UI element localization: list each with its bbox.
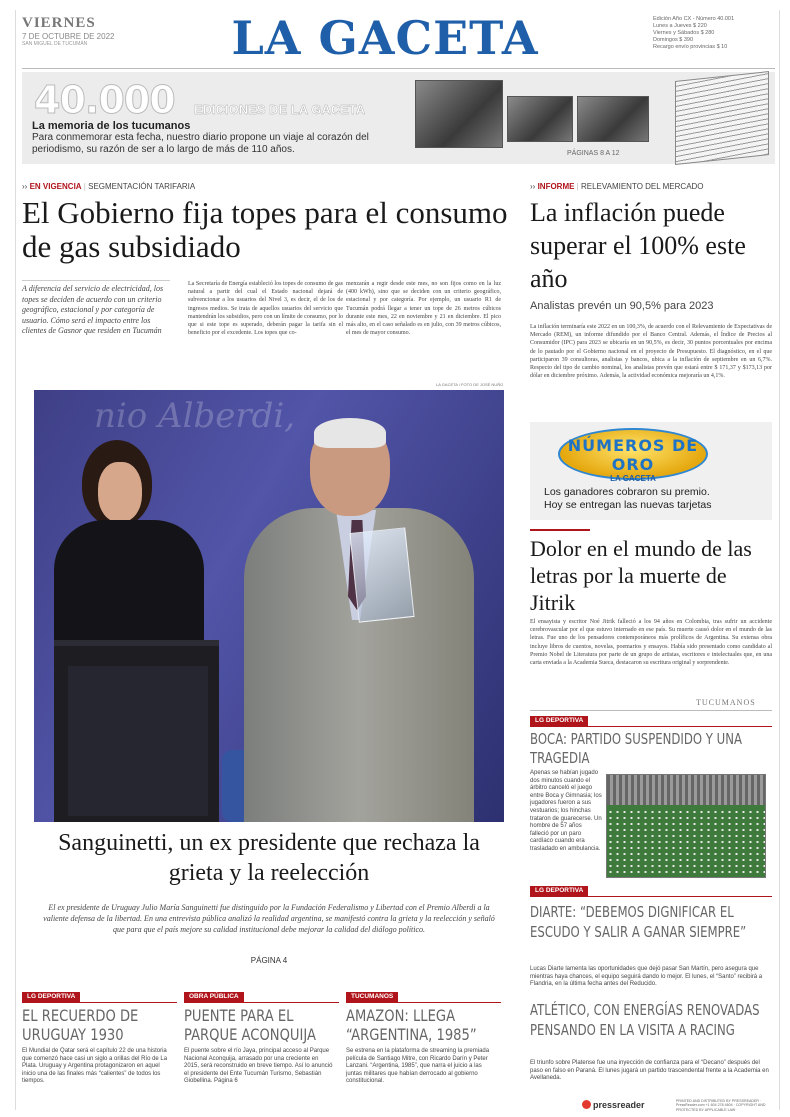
kicker-label: RELEVAMIENTO DEL MERCADO xyxy=(580,182,704,191)
atletico-text: El triunfo sobre Platense fue una inyección de confianza para el “Decano” después del paso en falso en Paraná. El lunes jugará un partido trascendental frente a la Academia en Avellaneda. xyxy=(530,1060,769,1082)
masthead-rule xyxy=(22,68,775,69)
newspaper-page xyxy=(15,10,780,1110)
promo-photo-2 xyxy=(507,96,573,142)
kicker-arrow-icon: ›› xyxy=(22,182,30,191)
inflation-body: La inflación terminaría este 2022 en un 100,3%, de acuerdo con el Relevamiento de Expectativas de Mercado (REM), un informe difundido por el Banco Central. Además, el Índice de Precios al Consumidor (IPC) para 2023 se ubicaría en un 90,5%, es decir, 30 puntos porcentuales por encima de lo pautado por el Gobierno nacional en el proyecto de Presupuesto. El diagnóstico, en el que participaron 39 consultoras, analistas y bancos, ubica a la inflación de septiembre en un 6,7%. Respecto del tipo de cambio nominal, los analistas prevén que estará entre $ 171,37 y $173,13 por dólar en diciembre próximo. Además, la actividad económica mejoraría un 4,1%. xyxy=(530,324,772,380)
photo-award xyxy=(349,527,414,622)
edition-line: Domingos $ 390 xyxy=(653,37,694,43)
edition-line: Viernes y Sábados $ 280 xyxy=(653,30,715,36)
masthead-date-block xyxy=(22,15,142,47)
kicker-hot: INFORME xyxy=(537,182,575,191)
boca-headline[interactable]: BOCA: PARTIDO SUSPENDIDO Y UNA TRAGEDIA xyxy=(530,730,742,767)
edition-line: Lunes a Jueves $ 220 xyxy=(653,23,707,29)
newspaper-stack-image xyxy=(675,71,769,165)
photo-credit: LA GACETA / FOTO DE JOSÉ NUÑO xyxy=(436,382,504,387)
promo-number: 40.000 xyxy=(34,78,175,122)
promo-text-box xyxy=(32,120,412,156)
masthead xyxy=(16,10,781,68)
numeros-line-2: Hoy se entregan las nuevas tarjetas xyxy=(544,499,712,511)
jitrik-headline[interactable]: Dolor en el mundo de las letras por la muerte de Jitrik xyxy=(530,536,752,615)
photo-backdrop-text: nio Alberdi, xyxy=(94,396,296,436)
pressreader-notice: PRINTED AND DISTRIBUTED BY PRESSREADER · PressReader.com +1 604 278 4604 · COPYRIGHT AND PROTECTED BY APPLICABLE LAW xyxy=(676,1099,766,1112)
inflation-headline[interactable]: La inflación puede superar el 100% este año xyxy=(530,198,746,293)
promo-photos xyxy=(415,78,655,158)
pressreader-icon xyxy=(582,1100,591,1109)
bottom-tag-1: LG DEPORTIVA xyxy=(22,992,80,1002)
inflation-sub: Analistas prevén un 90,5% para 2023 xyxy=(530,300,714,312)
diarte-headline[interactable]: DIARTE: “DEBEMOS DIGNIFICAR EL ESCUDO Y SALIR A GANAR SIEMPRE” xyxy=(530,903,747,941)
atletico-headline[interactable]: ATLÉTICO, CON ENERGÍAS RENOVADAS PENSANDO EN LA VISITA A RACING xyxy=(530,1001,760,1039)
numeros-logo xyxy=(558,428,708,483)
bottom-tag-rule-1 xyxy=(22,1002,177,1003)
bottom-tag-rule-3 xyxy=(346,1002,501,1003)
bottom-tag-rule-2 xyxy=(184,1002,339,1003)
kicker-label: SEGMENTACIÓN TARIFARIA xyxy=(88,182,196,191)
edition-line: Recargo envío provincias $ 10 xyxy=(653,44,728,50)
promo-headline: La memoria de los tucumanos xyxy=(32,120,191,132)
kicker-hot: EN VIGENCIA xyxy=(29,182,82,191)
jitrik-rule xyxy=(530,529,590,531)
divider xyxy=(530,710,772,711)
diarte-tag: LG DEPORTIVA xyxy=(530,886,588,896)
bottom-headline-2[interactable]: PUENTE PARA EL PARQUE ACONQUIJA xyxy=(184,1006,317,1044)
kicker-arrow-icon: ›› xyxy=(530,182,538,191)
newspaper-logo[interactable]: LA GACETA xyxy=(231,11,539,65)
kicker-divider: | xyxy=(81,182,89,191)
edition-info xyxy=(653,16,773,51)
main-headline[interactable]: El Gobierno fija topes para el consumo de gas subsidiado xyxy=(22,195,508,264)
boca-tag-rule xyxy=(530,726,772,727)
masthead-city: SAN MIGUEL DE TUCUMÁN xyxy=(22,41,88,47)
edition-line: Edición Año CX - Número 40.001 xyxy=(653,16,735,22)
boca-text: Apenas se habían jugado dos minutos cuando el árbitro canceló el juego entre Boca y Gimnasia; los jugadores fueron a sus vestuarios; los hinchas trataron de guarecerse. Un hombre de 57 años falleció por un paro cardíaco cuando era trasladado en ambulancia. xyxy=(530,770,602,852)
boca-tag: LG DEPORTIVA xyxy=(530,716,588,726)
diarte-tag-rule xyxy=(530,896,772,897)
pressreader-logo[interactable] xyxy=(582,1100,645,1110)
promo-subtitle: EDICIONES DE LA GACETA xyxy=(194,102,366,117)
photo-podium xyxy=(54,640,219,822)
masthead-day: VIERNES xyxy=(22,15,96,31)
main-photo[interactable] xyxy=(34,390,504,822)
photo-headline[interactable]: Sanguinetti, un ex presidente que rechaza la grieta y la reelección xyxy=(58,830,480,886)
podium-face xyxy=(68,666,208,816)
photo-caption: El ex presidente de Uruguay Julio María Sanguinetti fue distinguido por la Fundación Federalismo y Libertad con el Premio Alberdi a la valiente defensa de la libertad. En una entrevista pública analizó la realidad argentina, se manifestó contra la grieta y la reelección y señaló que para que el país mejore su calidad institucional debe mejorar la calidad del diálogo político. xyxy=(43,903,495,934)
diarte-text: Lucas Diarte lamenta las oportunidades que dejó pasar San Martín, pero asegura que mientras haya chances, el equipo seguirá dando lo mejor. El lunes, el “Santo” recibirá a Flandria, en la última fecha antes del Reducido. xyxy=(530,966,763,988)
man-hair xyxy=(314,418,386,448)
bottom-headline-3[interactable]: AMAZON: LLEGA “ARGENTINA, 1985” xyxy=(346,1006,477,1044)
bottom-text-1: El Mundial de Qatar será el capítulo 22 de una historia que comenzó hace casi un siglo a orillas del Río de La Plata. Uruguay y Argentina protagonizaron en aquel inicio una de las finales más “calientes” de todos los tiempos. xyxy=(22,1048,168,1085)
bottom-text-3: Se estrena en la plataforma de streaming la premiada película de Santiago Mitre, con Ricardo Darín y Peter Lanzani. “Argentina, 1985”, que narra el juicio a las juntas militares que habían derrocado al gobierno constitucional. xyxy=(346,1048,490,1085)
numeros-logo-title: NÚMEROS DE ORO xyxy=(567,436,699,474)
numeros-logo-brand: LA GACETA xyxy=(610,474,656,483)
bottom-headline-1[interactable]: EL RECUERDO DE URUGUAY 1930 xyxy=(22,1006,139,1044)
promo-pages: PÁGINAS 8 A 12 xyxy=(567,150,620,157)
promo-banner[interactable] xyxy=(22,72,775,164)
main-kicker xyxy=(22,182,195,191)
inflation-kicker xyxy=(530,182,704,191)
promo-photo-3 xyxy=(577,96,649,142)
jitrik-section: TUCUMANOS xyxy=(696,698,756,707)
bottom-text-2: El puente sobre el río Jaya, principal acceso al Parque Nacional Aconquija, arrasado por una creciente en 2015, será reconstruido en breve tiempo. Así lo anunció el presidente del Ente Tucumán Turismo, Sebastián Giobellina. Página 6 xyxy=(184,1048,333,1085)
masthead-date: 7 DE OCTUBRE DE 2022 xyxy=(22,32,115,41)
main-body-col-2: menzarán a regir desde este mes, no son fijos como en la luz (400 kWh), sino que se deciden con un criterio geográfico, estacional y por categoría. Por ejemplo, un usuario R1 de Tucumán podrá llegar a tener un tope de 26 metros cúbicos durante este mes, 22 en noviembre y 21 en diciembre. El pico más alto, en el caso señalado es en julio, con 39 metros cúbicos, el mes de mayor consumo. xyxy=(346,281,501,337)
numeros-de-oro-box[interactable] xyxy=(530,422,772,520)
stadium-crowd xyxy=(607,775,766,805)
boca-stadium-photo xyxy=(606,774,766,878)
numeros-line-1: Los ganadores cobraron su premio. xyxy=(544,486,710,498)
photo-page-ref[interactable]: PÁGINA 4 xyxy=(250,956,288,965)
main-lead: A diferencia del servicio de electricidad, los topes se deciden de acuerdo con un criterio geográfico, estacional y por categoría de usuario. Cómo será el impacto entre los clientes de Gasnor que residen en Tucumán xyxy=(22,280,170,337)
jitrik-body: El ensayista y escritor Noé Jitrik falleció a los 94 años en Colombia, tras sufrir un accidente cerebrovascular por el que estuvo internado en ese país. Su muerte causó dolor en el mundo de las letras. Fue uno de los pensadores contemporáneos más prolíficos de Argentina. Su extensa obra incluye libros de cuentos, novelas, poemarios y ensayos. Había sido presentado como candidato al Premio Nobel de Literatura por parte de un grupo de artistas, escritores e intelectuales que, en una carta enviada a la Academia Sueca, destacaron su escritura original y sorprendente. xyxy=(530,619,772,667)
promo-text: Para conmemorar esta fecha, nuestro diario propone un viaje al corazón del periodismo, su razón de ser a lo largo de más de 110 años. xyxy=(32,132,369,155)
bottom-tag-2: OBRA PÚBLICA xyxy=(184,992,244,1002)
bottom-tag-3: TUCUMANOS xyxy=(346,992,398,1002)
kicker-divider: | xyxy=(574,182,581,191)
main-body-col-1: La Secretaría de Energía estableció los topes de consumo de gas natural a partir del cual el Estado nacional dejará de subvencionar a los usuarios del Nivel 3, es decir, el de los de ingresos medios. Se trata de aquellos usuarios del servicio que mantendrán los subsidios, pero con un límite de consumo, por lo que si este tope es superado, deberán pagar la tarifa sin el beneficio por el excedente. Los topes que co- xyxy=(188,281,343,337)
stadium-pitch-crowd xyxy=(607,809,766,878)
woman-face xyxy=(98,462,142,522)
promo-photo-1 xyxy=(415,80,503,148)
pressreader-brand: pressreader xyxy=(593,1100,645,1110)
